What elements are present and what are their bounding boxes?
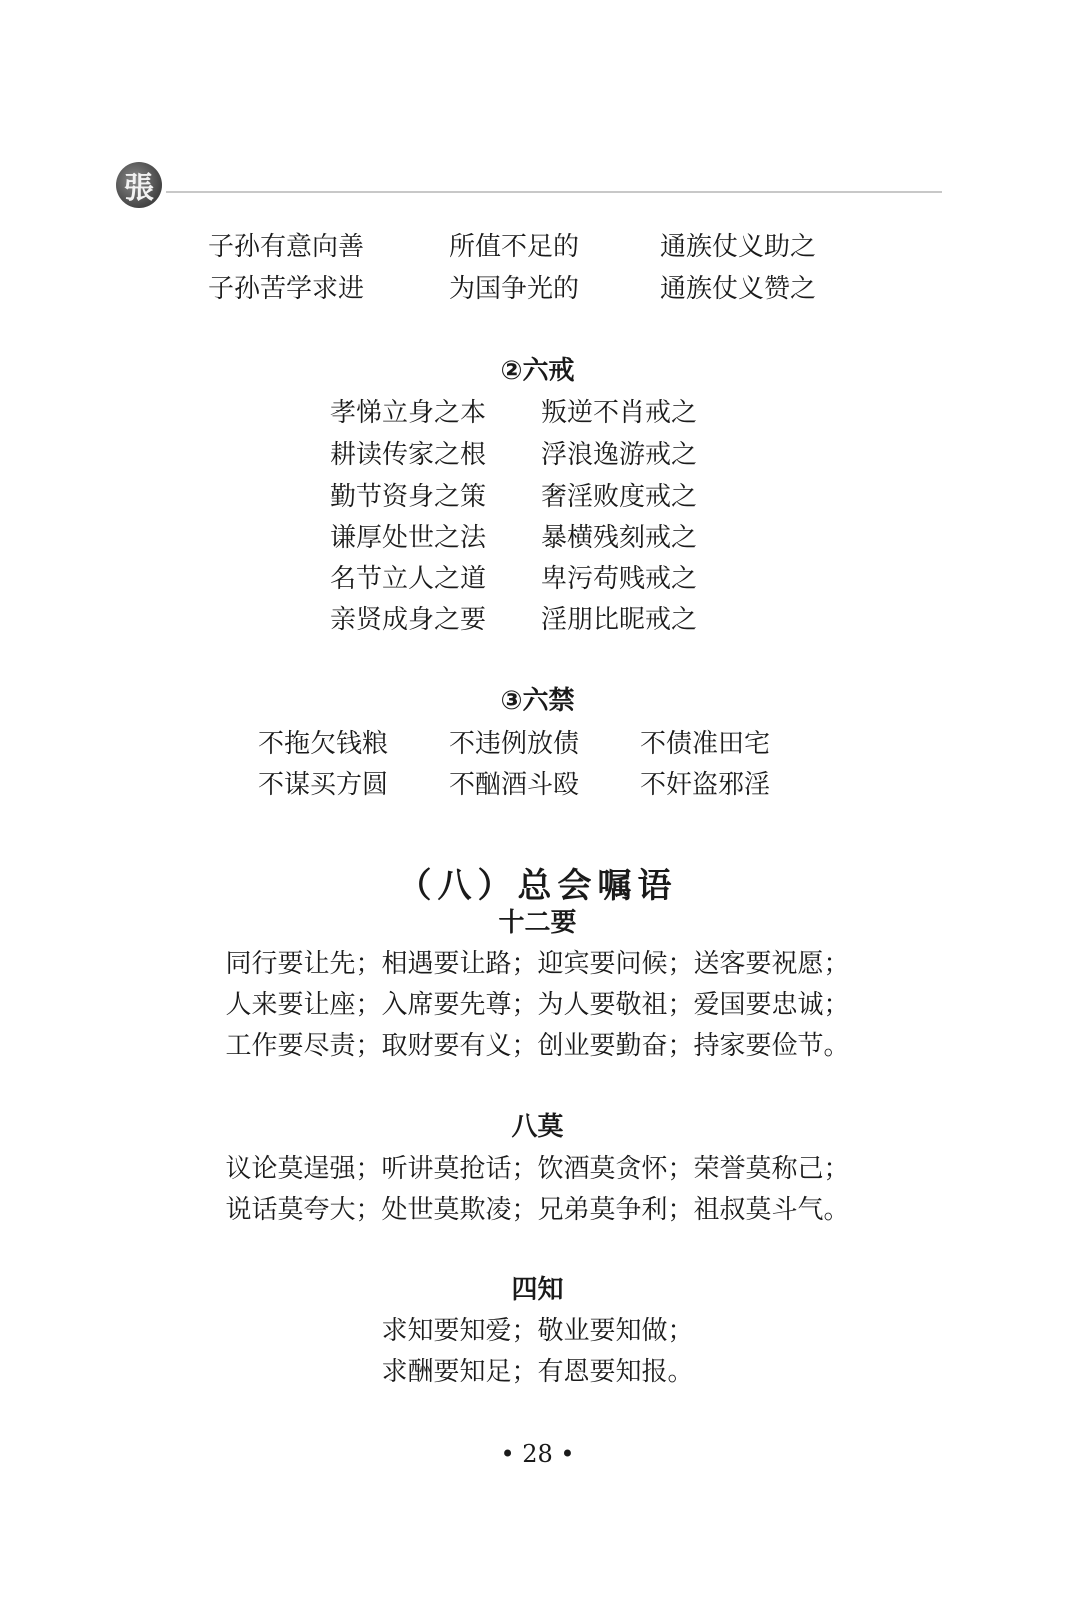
twelve-musts-line: 人来要让座；入席要先尊；为人要敬祖；爱国要忠诚； [225,990,850,1020]
precept-warning: 叛逆不肖戒之 [541,398,698,428]
prohibition-item: 不酗酒斗殴 [449,770,580,800]
precept-warning: 浮浪逸游戒之 [541,440,698,470]
seal-char: 張 [124,171,154,206]
page-number: • 28 • [500,1440,575,1468]
prohibition-item: 不拖欠钱粮 [258,729,389,759]
four-knows-line: 求知要知爱；敬业要知做； [381,1316,694,1346]
precept-virtue: 耕读传家之根 [330,440,487,470]
table-cell: 通族仗义赞之 [660,274,817,304]
precept-warning: 奢淫败度戒之 [541,482,698,512]
eight-donts-title: 八莫 [511,1112,564,1142]
precept-virtue: 孝悌立身之本 [330,398,487,428]
precept-warning: 卑污苟贱戒之 [541,564,698,594]
four-knows-line: 求酬要知足；有恩要知报。 [381,1357,694,1387]
precept-virtue: 名节立人之道 [330,564,487,594]
four-knows-title: 四知 [511,1275,564,1305]
precept-warning: 暴横残刻戒之 [541,523,698,553]
table-cell: 通族仗义助之 [660,232,817,262]
eight-donts-line: 议论莫逞强；听讲莫抢话；饮酒莫贪怀；荣誉莫称己； [225,1154,850,1184]
six-precepts-title: ②六戒 [500,356,575,386]
prohibition-item: 不违例放债 [449,729,580,759]
twelve-musts-title: 十二要 [498,908,577,938]
precept-virtue: 勤节资身之策 [330,482,487,512]
six-prohibitions-title: ③六禁 [500,686,575,716]
table-cell: 为国争光的 [449,274,580,304]
prohibition-item: 不谋买方圆 [258,770,389,800]
precept-virtue: 亲贤成身之要 [330,605,487,635]
precept-virtue: 谦厚处世之法 [330,523,487,553]
twelve-musts-line: 同行要让先；相遇要让路；迎宾要问候；送客要祝愿； [225,949,850,979]
eight-donts-line: 说话莫夸大；处世莫欺凌；兄弟莫争利；祖叔莫斗气。 [225,1195,850,1225]
seal-logo [116,162,162,208]
table-cell: 子孙苦学求进 [208,274,365,304]
chapter-title: （八）总会嘱语 [397,866,678,906]
table-cell: 所值不足的 [449,232,580,262]
header-divider [166,191,942,193]
table-cell: 子孙有意向善 [208,232,365,262]
precept-warning: 淫朋比昵戒之 [541,605,698,635]
prohibition-item: 不债准田宅 [640,729,771,759]
prohibition-item: 不奸盗邪淫 [640,770,771,800]
twelve-musts-line: 工作要尽责；取财要有义；创业要勤奋；持家要俭节。 [225,1031,850,1061]
